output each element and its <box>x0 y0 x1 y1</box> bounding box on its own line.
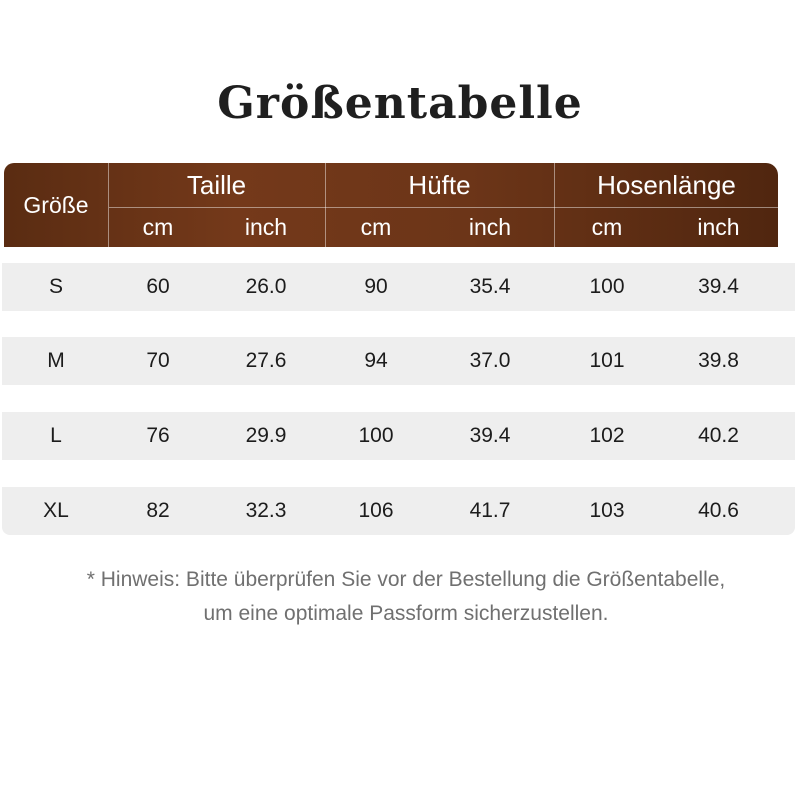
table-row <box>2 263 795 311</box>
table-row <box>2 337 795 385</box>
cell-waist-cm: 60 <box>146 275 170 298</box>
cell-length-inch: 40.2 <box>698 424 739 447</box>
note-line-1: * Hinweis: Bitte überprüfen Sie vor der Bestellung die Größentabelle, <box>86 568 726 591</box>
table-row <box>2 487 795 535</box>
cell-length-inch: 39.4 <box>698 275 739 298</box>
cell-length-cm: 103 <box>589 499 625 522</box>
cell-waist-cm: 82 <box>146 499 170 522</box>
cell-length-cm: 100 <box>589 275 625 298</box>
header-hip-cm: cm <box>360 214 392 240</box>
header-waist-inch: inch <box>244 214 288 240</box>
cell-hip-cm: 106 <box>358 499 394 522</box>
cell-waist-cm: 76 <box>146 424 170 447</box>
header-hip: Hüfte <box>408 169 471 200</box>
cell-waist-cm: 70 <box>146 349 170 372</box>
cell-hip-cm: 90 <box>364 275 388 298</box>
header-length: Hosenlänge <box>597 169 736 200</box>
header-waist: Taille <box>186 169 247 200</box>
cell-waist-inch: 27.6 <box>245 349 287 372</box>
table-row <box>2 412 795 460</box>
cell-size: L <box>50 424 62 447</box>
page-title: Größentabelle <box>217 78 583 129</box>
cell-hip-cm: 94 <box>364 349 388 372</box>
cell-length-inch: 40.6 <box>698 499 739 522</box>
cell-hip-inch: 37.0 <box>469 349 511 372</box>
cell-hip-cm: 100 <box>358 424 394 447</box>
table-header <box>4 163 778 247</box>
cell-hip-inch: 35.4 <box>469 275 511 298</box>
header-hip-inch: inch <box>468 214 512 240</box>
note-line-2: um eine optimale Passform sicherzustellen. <box>203 602 609 625</box>
header-length-cm: cm <box>591 214 623 240</box>
cell-length-cm: 102 <box>589 424 625 447</box>
header-length-inch: inch <box>697 214 740 240</box>
cell-size: S <box>48 275 63 298</box>
cell-length-cm: 101 <box>589 349 625 372</box>
cell-waist-inch: 26.0 <box>245 275 287 298</box>
cell-size: M <box>47 349 65 372</box>
cell-length-inch: 39.8 <box>698 349 739 372</box>
cell-waist-inch: 32.3 <box>245 499 287 522</box>
cell-waist-inch: 29.9 <box>245 424 287 447</box>
cell-hip-inch: 39.4 <box>469 424 511 447</box>
header-size: Größe <box>23 191 89 218</box>
cell-hip-inch: 41.7 <box>469 499 511 522</box>
cell-size: XL <box>43 499 69 522</box>
header-waist-cm: cm <box>142 214 174 240</box>
